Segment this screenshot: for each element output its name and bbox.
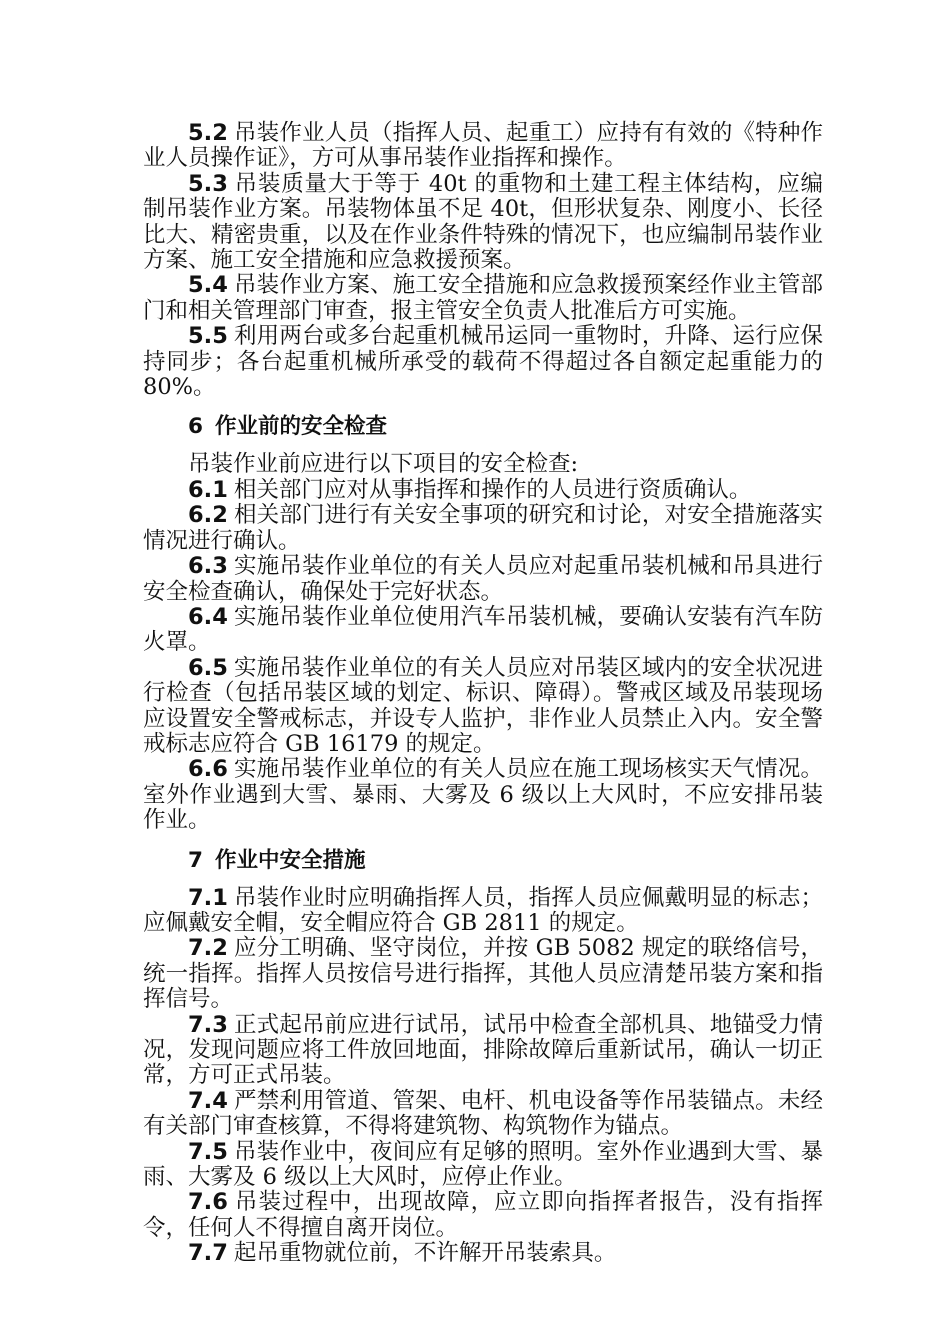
clause-5-3 — [143, 172, 823, 274]
section-title: 作业前的安全检查 — [214, 414, 387, 440]
clause-number: 7.7 — [188, 1240, 228, 1267]
clause-number: 7.3 — [188, 1011, 228, 1038]
clause-number: 6.5 — [188, 654, 228, 681]
clause-text: 相关部门应对从事指挥和操作的人员进行资质确认。 — [233, 476, 752, 503]
clause-5-2 — [143, 121, 823, 172]
section-title: 作业中安全措施 — [214, 847, 366, 873]
clause-number: 6.2 — [188, 502, 228, 529]
clause-7-7 — [143, 1241, 823, 1266]
clause-text: 实施吊装作业单位的有关人员应在施工现场核实天气情况。室外作业遇到大雪、暴雨、大雾及 6 级以上大风时，不应安排吊装作业。 — [143, 756, 823, 834]
clause-text: 利用两台或多台起重机械吊运同一重物时，升降、运行应保持同步；各台起重机械所承受的载荷不得超过各自额定起重能力的 80%。 — [143, 323, 823, 401]
clause-text: 吊装过程中，出现故障，应立即向指挥者报告，没有指挥令，任何人不得擅自离开岗位。 — [143, 1189, 823, 1241]
section-6-heading — [143, 412, 823, 442]
clause-7-5 — [143, 1140, 823, 1191]
clause-text: 吊装作业方案、施工安全措施和应急救援预案经作业主管部门和相关管理部门审查，报主管安全负责人批准后方可实施。 — [143, 272, 823, 324]
clause-text: 起吊重物就位前，不许解开吊装索具。 — [233, 1240, 617, 1267]
clause-6-5 — [143, 656, 823, 758]
section-6-intro: 吊装作业前应进行以下项目的安全检查: — [188, 451, 579, 478]
clause-number: 6.1 — [188, 476, 228, 503]
clause-text: 实施吊装作业单位使用汽车吊装机械，要确认安装有汽车防火罩。 — [143, 603, 823, 656]
clause-text: 应分工明确、坚守岗位，并按 GB 5082 规定的联络信号，统一指挥。指挥人员按信号进行指挥，其他人员应清楚吊装方案和指挥信号。 — [143, 935, 823, 1013]
clause-text: 吊装作业时应明确指挥人员，指挥人员应佩戴明显的标志；应佩戴安全帽，安全帽应符合 GB 2811 的规定。 — [143, 884, 823, 936]
clause-text: 实施吊装作业单位的有关人员应对起重吊装机械和吊具进行安全检查确认，确保处于完好状态。 — [143, 553, 823, 605]
clause-7-1 — [143, 886, 823, 937]
clause-number: 5.3 — [188, 170, 228, 197]
clause-6-6 — [143, 757, 823, 833]
clause-7-6 — [143, 1190, 823, 1241]
clause-7-2 — [143, 936, 823, 1012]
clause-text: 吊装质量大于等于 40t 的重物和土建工程主体结构，应编制吊装作业方案。吊装物体虽不足 40t，但形状复杂、刚度小、长径比大、精密贵重，以及在作业条件特殊的情况下，也应编制吊装作业方案、施工安全措施和应急救援预案。 — [143, 170, 823, 274]
clause-number: 6.3 — [188, 553, 228, 580]
section-number: 7 — [188, 847, 203, 873]
clause-number: 5.5 — [188, 323, 228, 350]
clause-6-2 — [143, 503, 823, 554]
clause-number: 7.2 — [188, 935, 228, 962]
clause-7-3 — [143, 1013, 823, 1089]
clause-number: 5.4 — [188, 272, 228, 299]
clause-5-4 — [143, 273, 823, 324]
clause-number: 6.4 — [188, 603, 228, 630]
clause-text: 相关部门进行有关安全事项的研究和讨论，对安全措施落实情况进行确认。 — [143, 502, 823, 554]
clause-7-4 — [143, 1089, 823, 1140]
clause-number: 5.2 — [188, 120, 228, 146]
section-number: 6 — [188, 414, 203, 440]
document-body — [143, 121, 823, 1267]
clause-text: 吊装作业人员（指挥人员、起重工）应持有有效的《特种作业人员操作证》，方可从事吊装作业指挥和操作。 — [143, 120, 823, 172]
clause-text: 吊装作业中，夜间应有足够的照明。室外作业遇到大雪、暴雨、大雾及 6 级以上大风时，应停止作业。 — [143, 1138, 823, 1191]
clause-6-3 — [143, 554, 823, 605]
clause-text: 正式起吊前应进行试吊，试吊中检查全部机具、地锚受力情况，发现问题应将工件放回地面，排除故障后重新试吊，确认一切正常，方可正式吊装。 — [143, 1011, 823, 1089]
clause-number: 7.1 — [188, 884, 228, 911]
clause-number: 6.6 — [188, 756, 228, 783]
section-7-heading — [143, 846, 823, 876]
clause-5-5 — [143, 324, 823, 400]
clause-number: 7.4 — [188, 1087, 228, 1114]
clause-number: 7.6 — [188, 1189, 228, 1216]
clause-number: 7.5 — [188, 1138, 228, 1165]
clause-6-4 — [143, 605, 823, 656]
clause-6-1 — [143, 478, 823, 503]
clause-text: 实施吊装作业单位的有关人员应对吊装区域内的安全状况进行检查（包括吊装区域的划定、标识、障碍）。警戒区域及吊装现场应设置安全警戒标志，并设专人监护，非作业人员禁止入内。安全警戒标志应符合 GB 16179 的规定。 — [143, 654, 823, 757]
clause-text: 严禁利用管道、管架、电杆、机电设备等作吊装锚点。未经有关部门审查核算，不得将建筑物、构筑物作为锚点。 — [143, 1087, 823, 1140]
